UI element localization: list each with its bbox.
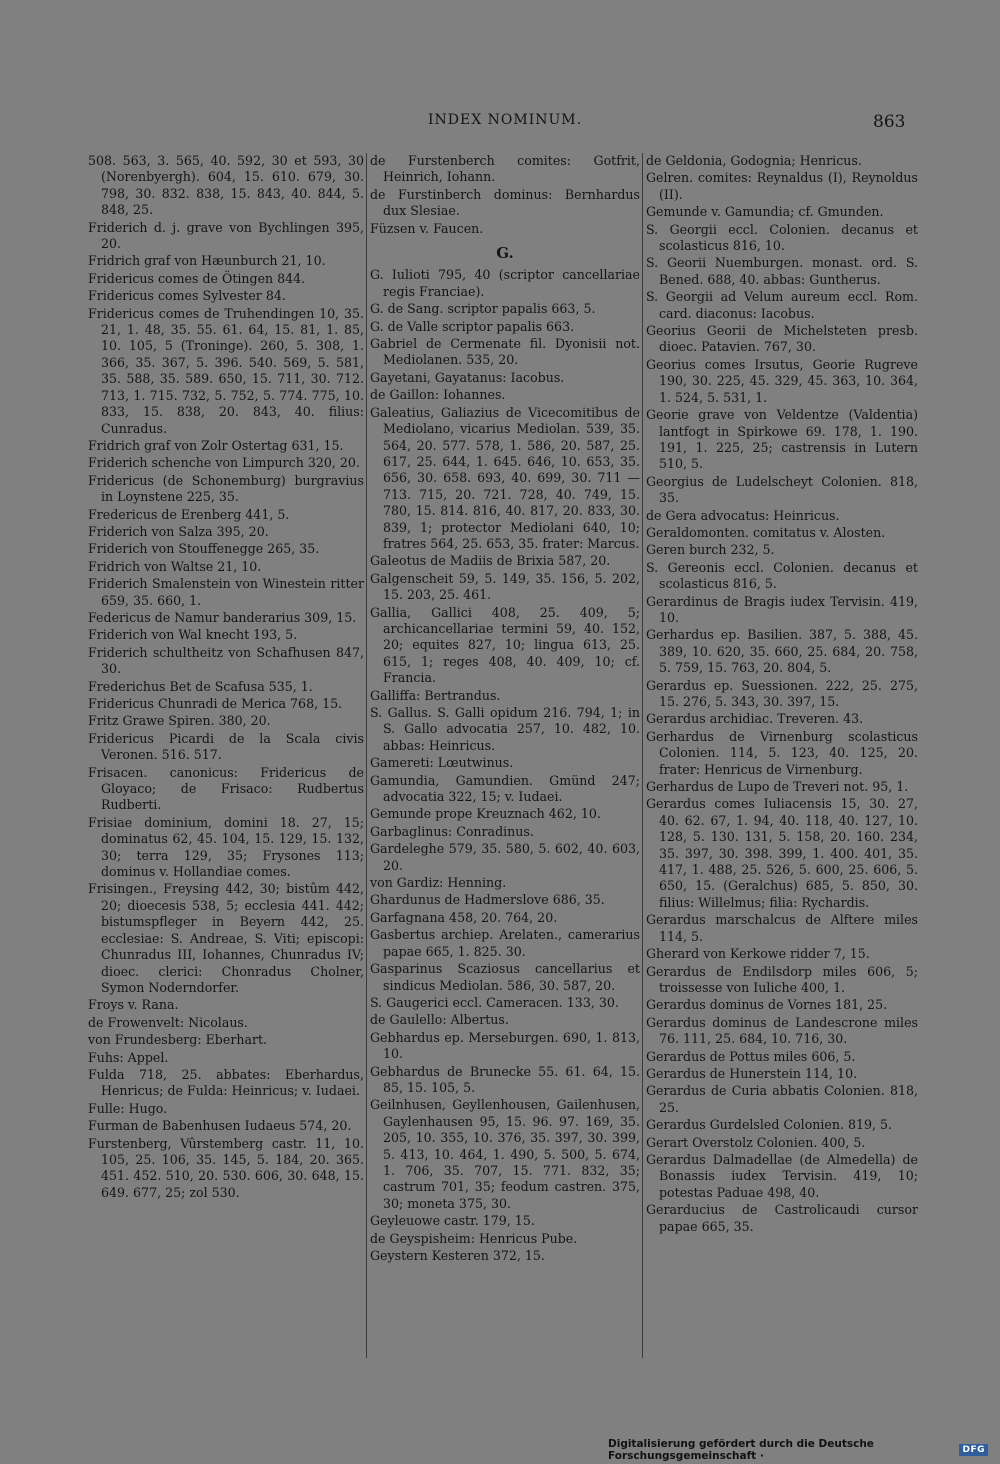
index-entry: de Gaulello: Albertus. [370,1012,509,1028]
index-entry: Gerardus de Pottus miles 606, 5. [646,1048,856,1064]
index-entry: S. Gallus. S. Galli opidum 216. 794, 1; in S. Gallo advocatia 257, 10. 482, 10. abbas: Heinricus. [370,705,640,753]
dfg-logo: DFG [959,1444,988,1456]
index-entry: Fridericus Picardi de la Scala civis Veronen. 516. 517. [88,730,364,763]
index-entry: Gabriel de Cermenate fil. Dyonisii not. Mediolanen. 535, 20. [370,336,640,368]
index-entry: Furstenberg, Vûrstemberg castr. 11, 10. 105, 25. 106, 35. 145, 5. 184, 20. 365. 451. 452. 510, 20. 530. 606, 30. 648, 15. 649. 677, 25; zol 530. [88,1135,364,1200]
index-entry: Fredericus de Erenberg 441, 5. [88,506,290,522]
index-column-right [646,153,918,1363]
index-entry: Gerardus dominus de Landescrone miles 76. 111, 25. 684, 10. 716, 30. [646,1014,918,1047]
index-entry: Fulda 718, 25. abbates: Eberhardus, Henricus; de Fulda: Heinricus; v. Iudaei. [88,1066,364,1099]
index-entry: S. Gereonis eccl. Colonien. decanus et scolasticus 816, 5. [646,559,918,592]
index-entry: Gebhardus ep. Merseburgen. 690, 1. 813, 10. [370,1029,640,1062]
index-entry: de Geyspisheim: Henricus Pube. [370,1230,578,1246]
index-entry: Georie grave von Veldentze (Valdentia) lantfogt in Spirkowe 69. 178, 1. 190. 191, 1. 225, 25; castrensis in Lutern 510, 5. [646,407,918,472]
index-entry: Frederichus Bet de Scafusa 535, 1. [88,678,313,694]
index-entry: Georius Georii de Michelsteten presb. dioec. Patavien. 767, 30. [646,323,918,355]
index-entry: Friderich d. j. grave von Bychlingen 395, 20. [88,219,364,252]
index-entry: Gardeleghe 579, 35. 580, 5. 602, 40. 603, 20. [370,841,640,873]
index-entry: Fridrich graf von Zolr Ostertag 631, 15. [88,437,344,453]
index-entry: Geyleuowe castr. 179, 15. [370,1213,535,1229]
index-entry: de Frowenvelt: Nicolaus. [88,1014,248,1030]
index-entry: Fridericus comes de Truhendingen 10, 35. 21, 1. 48, 35. 55. 61. 64, 15. 81, 1. 85, 10. 105, 5 (Troninge). 260, 5. 308, 1. 366, 35. 367, 5. 396. 540. 569, 5. 581, 35. 588, 35. 589. 650, 15. 711, 30. 712. 713, 1. 715. 732, 5. 752, 5. 774. 775, 10. 833, 15. 838, 20. 843, 40. filius: Cunradus. [88,305,364,436]
index-entry: Gemunde prope Kreuznach 462, 10. [370,806,601,822]
index-entry: Geren burch 232, 5. [646,542,775,558]
index-entry: Fridericus comes Sylvester 84. [88,288,286,304]
index-entry: Gerhardus de Virnenburg scolasticus Colonien. 114, 5. 123, 40. 125, 20. frater: Henricus de Virnenburg. [646,728,918,777]
column-divider [642,153,643,1358]
index-entry: G. de Sang. scriptor papalis 663, 5. [370,301,596,317]
index-entry: Gerardus de Curia abbatis Colonien. 818, 25. [646,1083,918,1115]
index-entry: G. Iulioti 795, 40 (scriptor cancellariae regis Franciae). [370,267,640,299]
index-entry: Gebhardus de Brunecke 55. 61. 64, 15. 85, 15. 105, 5. [370,1063,640,1095]
index-entry: von Gardiz: Henning. [370,875,507,891]
index-entry: Galeatius, Galiazius de Vicecomitibus de Mediolano, vicarius Mediolan. 539, 35. 564, 20. 577. 578, 1. 586, 20. 587, 25. 617, 25. 644, 1. 645. 646, 10. 653, 35. 656, 30. 658. 693, 40. 699, 30. 711 — 713. 715, 20. 721. 728, 40. 749, 15. 780, 15. 814. 816, 40. 817, 20. 833, 30. 839, 1; protector Mediolani 640, 10; fratres 564, 25. 653, 35. frater: Marcus. [370,404,640,551]
index-entry: Fridericus (de Schonemburg) burgravius in Loynstene 225, 35. [88,472,364,505]
index-entry: Friderich schultheitz von Schafhusen 847, 30. [88,644,364,677]
index-entry: 508. 563, 3. 565, 40. 592, 30 et 593, 30 (Norenbyergh). 604, 15. 610. 679, 30. 798, 30. 832. 838, 15. 843, 40. 844, 5. 848, 25. [88,153,364,218]
page-header [0,112,1000,136]
index-entry: Friderich von Wal knecht 193, 5. [88,627,298,643]
index-entry: Gerhardus de Lupo de Treveri not. 95, 1. [646,779,909,795]
index-entry: Furman de Babenhusen Iudaeus 574, 20. [88,1118,352,1134]
index-entry: Fritz Grawe Spiren. 380, 20. [88,713,271,729]
index-entry: Gemunde v. Gamundia; cf. Gmunden. [646,204,884,220]
index-entry: Froys v. Rana. [88,997,179,1013]
index-entry: Fulle: Hugo. [88,1100,168,1116]
index-entry: de Gera advocatus: Heinricus. [646,507,840,523]
index-entry: S. Georii Nuemburgen. monast. ord. S. Bened. 688, 40. abbas: Guntherus. [646,255,918,287]
footer-credit-text: Digitalisierung gefördert durch die Deutsche Forschungsgemeinschaft · [608,1438,874,1462]
index-columns [88,153,918,1363]
index-entry: Galliffa: Bertrandus. [370,687,501,703]
index-entry: S. Gaugerici eccl. Cameracen. 133, 30. [370,994,619,1010]
index-entry: Gerardus archidiac. Treveren. 43. [646,711,864,727]
index-entry: Gerardus de Endilsdorp miles 606, 5; troissesse von Iuliche 400, 1. [646,963,918,995]
digitization-footer [608,1438,988,1462]
index-entry: Frisacen. canonicus: Fridericus de Gloyaco; de Frisaco: Rudbertus Rudberti. [88,764,364,813]
index-entry: S. Georgii ad Velum aureum eccl. Rom. card. diaconus: Iacobus. [646,289,918,321]
index-entry: Gerart Overstolz Colonien. 400, 5. [646,1134,866,1150]
index-entry: Georgius de Ludelscheyt Colonien. 818, 35. [646,473,918,506]
index-entry: Gallia, Gallici 408, 25. 409, 5; archicancellariae termini 59, 40. 152, 20; equites 827, 10; lingua 613, 25. 615, 1; reges 408, 40. 409, 10; cf. Francia. [370,604,640,686]
index-entry: S. Georgii eccl. Colonien. decanus et scolasticus 816, 10. [646,221,918,254]
index-entry: Garfagnana 458, 20. 764, 20. [370,909,558,925]
index-entry: Gerardus Dalmadellae (de Almedella) de Bonassis iudex Tervisin. 419, 10; potestas Paduae 498, 40. [646,1151,918,1200]
index-entry: Gayetani, Gayatanus: Iacobus. [370,369,565,385]
index-entry: Gelren. comites: Reynaldus (I), Reynoldus (II). [646,170,918,202]
index-column-middle [370,153,640,1363]
section-letter: G. [496,244,514,263]
index-entry: Fuhs: Appel. [88,1049,169,1065]
index-entry: Gasparinus Scaziosus cancellarius et sindicus Mediolan. 586, 30. 587, 20. [370,961,640,993]
index-entry: Gerardus ep. Suessionen. 222, 25. 275, 15. 276, 5. 343, 30. 397, 15. [646,677,918,709]
index-entry: Gamundia, Gamundien. Gmünd 247; advocatia 322, 15; v. Iudaei. [370,772,640,805]
index-entry: Gerardinus de Bragis iudex Tervisin. 419, 10. [646,593,918,625]
index-entry: Fridericus Chunradi de Merica 768, 15. [88,696,343,711]
index-entry: Füzsen v. Faucen. [370,220,484,236]
index-entry: Gerhardus ep. Basilien. 387, 5. 388, 45. 389, 10. 620, 35. 660, 25. 684, 20. 758, 5. 759, 15. 763, 20. 804, 5. [646,627,918,676]
index-entry: Friderich Smalenstein von Winestein ritter 659, 35. 660, 1. [88,576,364,608]
index-entry: Fridericus comes de Ötingen 844. [88,270,306,286]
index-entry: Fridrich graf von Hæunburch 21, 10. [88,253,326,269]
index-entry: Gasbertus archiep. Arelaten., camerarius papae 665, 1. 825. 30. [370,927,640,959]
index-entry: Fridrich von Waltse 21, 10. [88,558,262,574]
index-entry: de Geldonia, Godognia; Henricus. [646,153,862,168]
index-entry: Galgenscheit 59, 5. 149, 35. 156, 5. 202, 15. 203, 25. 461. [370,570,640,603]
index-entry: Geilnhusen, Geyllenhousen, Gailenhusen, Gaylenhausen 95, 15. 96. 97. 169, 35. 205, 10. 355, 10. 376, 35. 397, 30. 399, 5. 413, 10. 464, 1. 490, 5. 500, 5. 674, 1. 706, 35. 707, 15. 771. 832, 35; castrum 701, 35; feodum castren. 375, 30; moneta 375, 30. [370,1097,640,1211]
index-entry: von Frundesberg: Eberhart. [88,1032,268,1048]
column-divider [366,153,367,1358]
index-entry: Gerardus dominus de Vornes 181, 25. [646,997,888,1013]
index-entry: Gerardus de Hunerstein 114, 10. [646,1065,858,1081]
index-entry: Geraldomonten. comitatus v. Alosten. [646,524,886,540]
index-entry: Gherard von Kerkowe ridder 7, 15. [646,946,870,962]
index-entry: Gerarducius de Castrolicaudi cursor papae 665, 35. [646,1202,918,1234]
index-entry: de Furstinberch dominus: Bernhardus dux Slesiae. [370,186,640,219]
page-number: 863 [873,112,906,132]
running-head: INDEX NOMINUM. [428,112,583,128]
index-entry: Friderich von Salza 395, 20. [88,523,269,539]
index-entry: de Furstenberch comites: Gotfrit, Heinrich, Iohann. [370,153,640,185]
index-entry: Frisingen., Freysing 442, 30; bistûm 442, 20; dioecesis 538, 5; ecclesia 441. 442; bistumspfleger in Beyern 442, 25. ecclesiae: S. Andreae, S. Viti; episcopi: Chunradus III, Iohannes, Chunradus IV; dioec. clerici: Chonradus Cholner, Symon Noderndorfer. [88,881,364,995]
index-entry: Frisiae dominium, domini 18. 27, 15; dominatus 62, 45. 104, 15. 129, 15. 132, 30; terra 129, 35; Frysones 113; dominus v. Hollandiae comes. [88,814,364,880]
index-entry: Gerardus comes Iuliacensis 15, 30. 27, 40. 62. 67, 1. 94, 40. 118, 40. 127, 10. 128, 5. 130. 131, 5. 158, 20. 160. 234, 35. 397, 30. 398. 399, 1. 400. 401, 35. 417, 1. 488, 25. 526, 5. 600, 25. 606, 5. 650, 15. (Geralchus) 685, 5. 850, 30. filius: Willelmus; filia: Rychardis. [646,796,918,910]
index-entry: Georius comes Irsutus, Georie Rugreve 190, 30. 225, 45. 329, 45. 363, 10. 364, 1. 524, 5. 531, 1. [646,356,918,405]
index-column-left [88,153,364,1363]
index-entry: Friderich von Stouffenegge 265, 35. [88,541,320,557]
index-entry: Gamereti: Lœutwinus. [370,755,514,771]
index-entry: Galeotus de Madiis de Brixia 587, 20. [370,553,611,569]
index-entry: Garbaglinus: Conradinus. [370,823,534,839]
index-entry: G. de Valle scriptor papalis 663. [370,318,575,334]
index-entry: Geystern Kesteren 372, 15. [370,1248,545,1263]
index-entry: Gerardus marschalcus de Alftere miles 114, 5. [646,912,918,944]
index-entry: Friderich schenche von Limpurch 320, 20. [88,455,360,471]
index-entry: Gerardus Gurdelsled Colonien. 819, 5. [646,1117,893,1133]
index-entry: Ghardunus de Hadmerslove 686, 35. [370,892,605,908]
index-entry: Federicus de Namur banderarius 309, 15. [88,609,357,625]
index-entry: de Gaillon: Iohannes. [370,387,506,403]
